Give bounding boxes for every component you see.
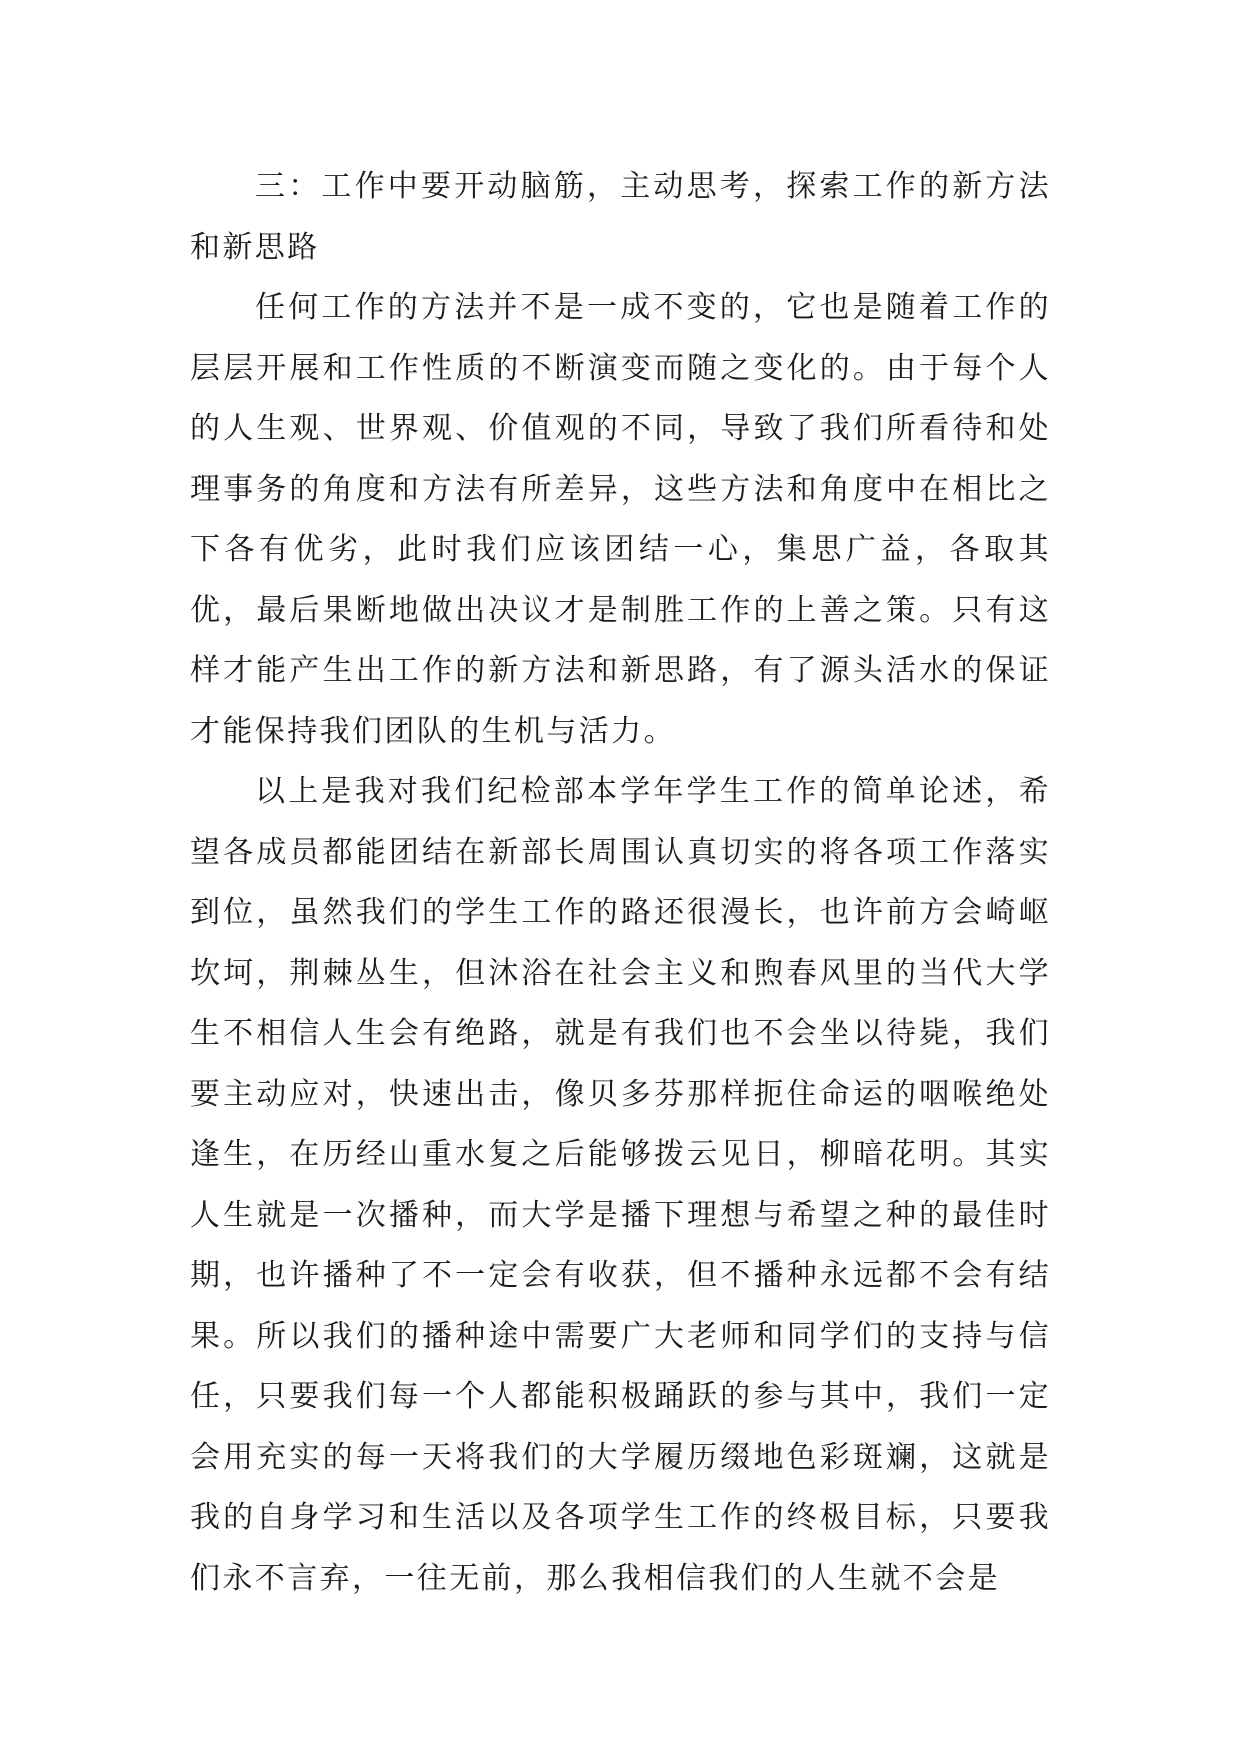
section-heading-paragraph: 三：工作中要开动脑筋，主动思考，探索工作的新方法和新思路 [190,169,1051,265]
body-paragraph-conclusion: 以上是我对我们纪检部本学年学生工作的简单论述，希望各成员都能团结在新部长周围认真切实的将各项工作落实到位，虽然我们的学生工作的路还很漫长，也许前方会崎岖坎坷，荆棘丛生，但沐浴在社会主义和煦春风里的当代大学生不相信人生会有绝路，就是有我们也不会坐以待毙，我们要主动应对，快速出击，像贝多芬那样扼住命运的咽喉绝处逢生，在历经山重水复之后能够拨云见日，柳暗花明。其实人生就是一次播种，而大学是播下理想与希望之种的最佳时期，也许播种了不一定会有收获，但不播种永远都不会有结果。所以我们的播种途中需要广大老师和同学们的支持与信任，只要我们每一个人都能积极踊跃的参与其中，我们一定会用充实的每一天将我们的大学履历缀地色彩斑斓，这就是我的自身学习和生活以及各项学生工作的终极目标，只要我们永不言弃，一往无前，那么我相信我们的人生就不会是 [190,774,1051,1596]
body-paragraph-methods: 任何工作的方法并不是一成不变的，它也是随着工作的层层开展和工作性质的不断演变而随之变化的。由于每个人的人生观、世界观、价值观的不同，导致了我们所看待和处理事务的角度和方法有所差异，这些方法和角度中在相比之下各有优劣，此时我们应该团结一心，集思广益，各取其优，最后果断地做出决议才是制胜工作的上善之策。只有这样才能产生出工作的新方法和新思路，有了源头活水的保证才能保持我们团队的生机与活力。 [190,290,1051,749]
